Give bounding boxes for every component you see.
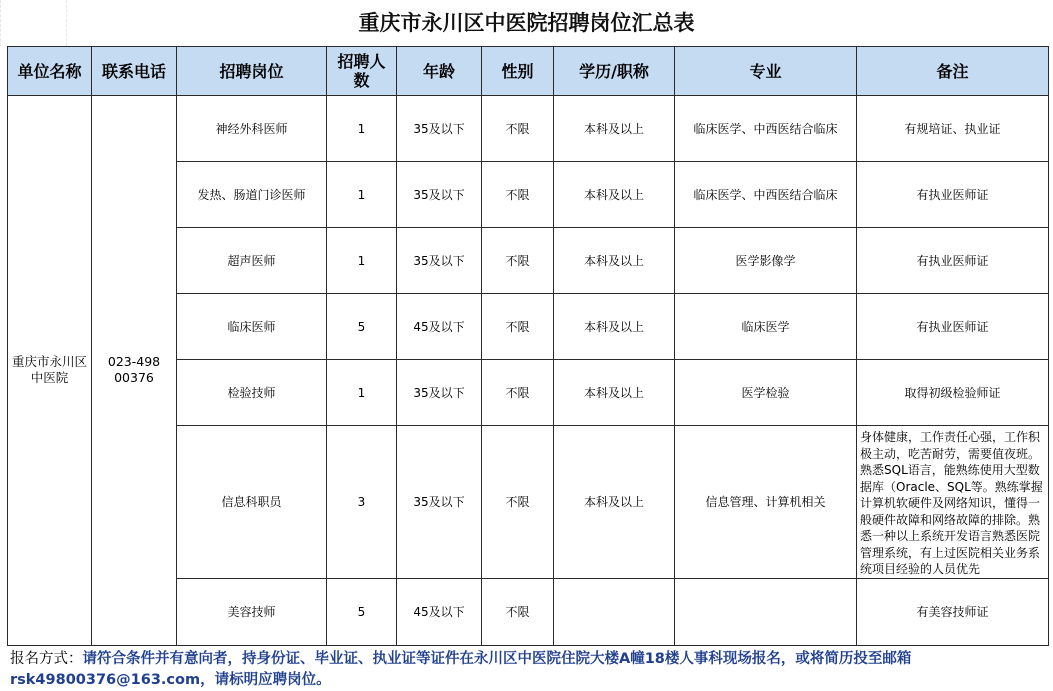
note-cell: 有执业医师证: [857, 294, 1049, 360]
post-cell: 检验技师: [177, 360, 327, 426]
header-row: [8, 47, 1049, 96]
major-cell: 临床医学: [675, 294, 857, 360]
note-cell: 取得初级检验师证: [857, 360, 1049, 426]
post-cell: 发热、肠道门诊医师: [177, 162, 327, 228]
header-major: 专业: [675, 47, 857, 96]
gender-cell: 不限: [482, 426, 554, 579]
count-cell: 1: [327, 360, 397, 426]
phone-cell: 023-49800376: [92, 96, 177, 646]
major-cell: 医学影像学: [675, 228, 857, 294]
application-note: [10, 649, 1050, 691]
edu-cell: [554, 578, 675, 645]
gender-cell: 不限: [482, 578, 554, 645]
page-title: 重庆市永川区中医院招聘岗位汇总表: [358, 10, 695, 35]
age-cell: 35及以下: [397, 426, 482, 579]
edu-cell: 本科及以上: [554, 360, 675, 426]
post-cell: 神经外科医师: [177, 96, 327, 162]
footer-label: 报名方式：: [10, 651, 83, 667]
note-cell: 有美容技师证: [857, 578, 1049, 645]
header-gender: 性别: [482, 47, 554, 96]
count-cell: 1: [327, 162, 397, 228]
post-cell: 超声医师: [177, 228, 327, 294]
edu-cell: 本科及以上: [554, 228, 675, 294]
gender-cell: 不限: [482, 294, 554, 360]
age-cell: 35及以下: [397, 228, 482, 294]
recruitment-table: [7, 46, 1049, 646]
count-cell: 5: [327, 294, 397, 360]
gender-cell: 不限: [482, 96, 554, 162]
gender-cell: 不限: [482, 228, 554, 294]
count-cell: 3: [327, 426, 397, 579]
age-cell: 35及以下: [397, 96, 482, 162]
unit-name-cell: 重庆市永川区中医院: [8, 96, 92, 646]
post-cell: 美容技师: [177, 578, 327, 645]
major-cell: [675, 578, 857, 645]
major-cell: 临床医学、中西医结合临床: [675, 162, 857, 228]
count-cell: 5: [327, 578, 397, 645]
gender-cell: 不限: [482, 360, 554, 426]
footer-text2: ，请标明应聘岗位。: [200, 672, 331, 688]
note-cell: 有规培证、执业证: [857, 96, 1049, 162]
note-cell: 身体健康，工作责任心强，工作积极主动，吃苦耐劳，需要值夜班。熟悉SQL语言，能熟练使用大型数据库（Oracle、SQL等。熟练掌握计算机软硬件及网络知识，懂得一般硬件故障和网络故障的排除。熟悉一种以上系统开发语言熟悉医院管理系统，有上过医院相关业务系统项目经验的人员优先: [857, 426, 1049, 579]
major-cell: 医学检验: [675, 360, 857, 426]
edu-cell: 本科及以上: [554, 96, 675, 162]
note-cell: 有执业医师证: [857, 228, 1049, 294]
age-cell: 45及以下: [397, 578, 482, 645]
header-count: 招聘人 数: [327, 47, 397, 96]
edu-cell: 本科及以上: [554, 162, 675, 228]
header-note: 备注: [857, 47, 1049, 96]
post-cell: 临床医师: [177, 294, 327, 360]
footer-email: rsk49800376@163.com: [10, 672, 201, 688]
count-cell: 1: [327, 96, 397, 162]
header-age: 年龄: [397, 47, 482, 96]
edu-cell: 本科及以上: [554, 426, 675, 579]
gender-cell: 不限: [482, 162, 554, 228]
header-unit: 单位名称: [8, 47, 92, 96]
header-phone: 联系电话: [92, 47, 177, 96]
count-cell: 1: [327, 228, 397, 294]
note-cell: 有执业医师证: [857, 162, 1049, 228]
age-cell: 35及以下: [397, 162, 482, 228]
age-cell: 35及以下: [397, 360, 482, 426]
table-row: [8, 96, 1049, 162]
edu-cell: 本科及以上: [554, 294, 675, 360]
footer-text: 请符合条件并有意向者，持身份证、毕业证、执业证等证件在永川区中医院住院大楼A幢18楼人事科现场报名，或将简历投至邮箱: [82, 651, 912, 667]
post-cell: 信息科职员: [177, 426, 327, 579]
header-post: 招聘岗位: [177, 47, 327, 96]
header-edu: 学历/职称: [554, 47, 675, 96]
major-cell: 信息管理、计算机相关: [675, 426, 857, 579]
major-cell: 临床医学、中西医结合临床: [675, 96, 857, 162]
age-cell: 45及以下: [397, 294, 482, 360]
